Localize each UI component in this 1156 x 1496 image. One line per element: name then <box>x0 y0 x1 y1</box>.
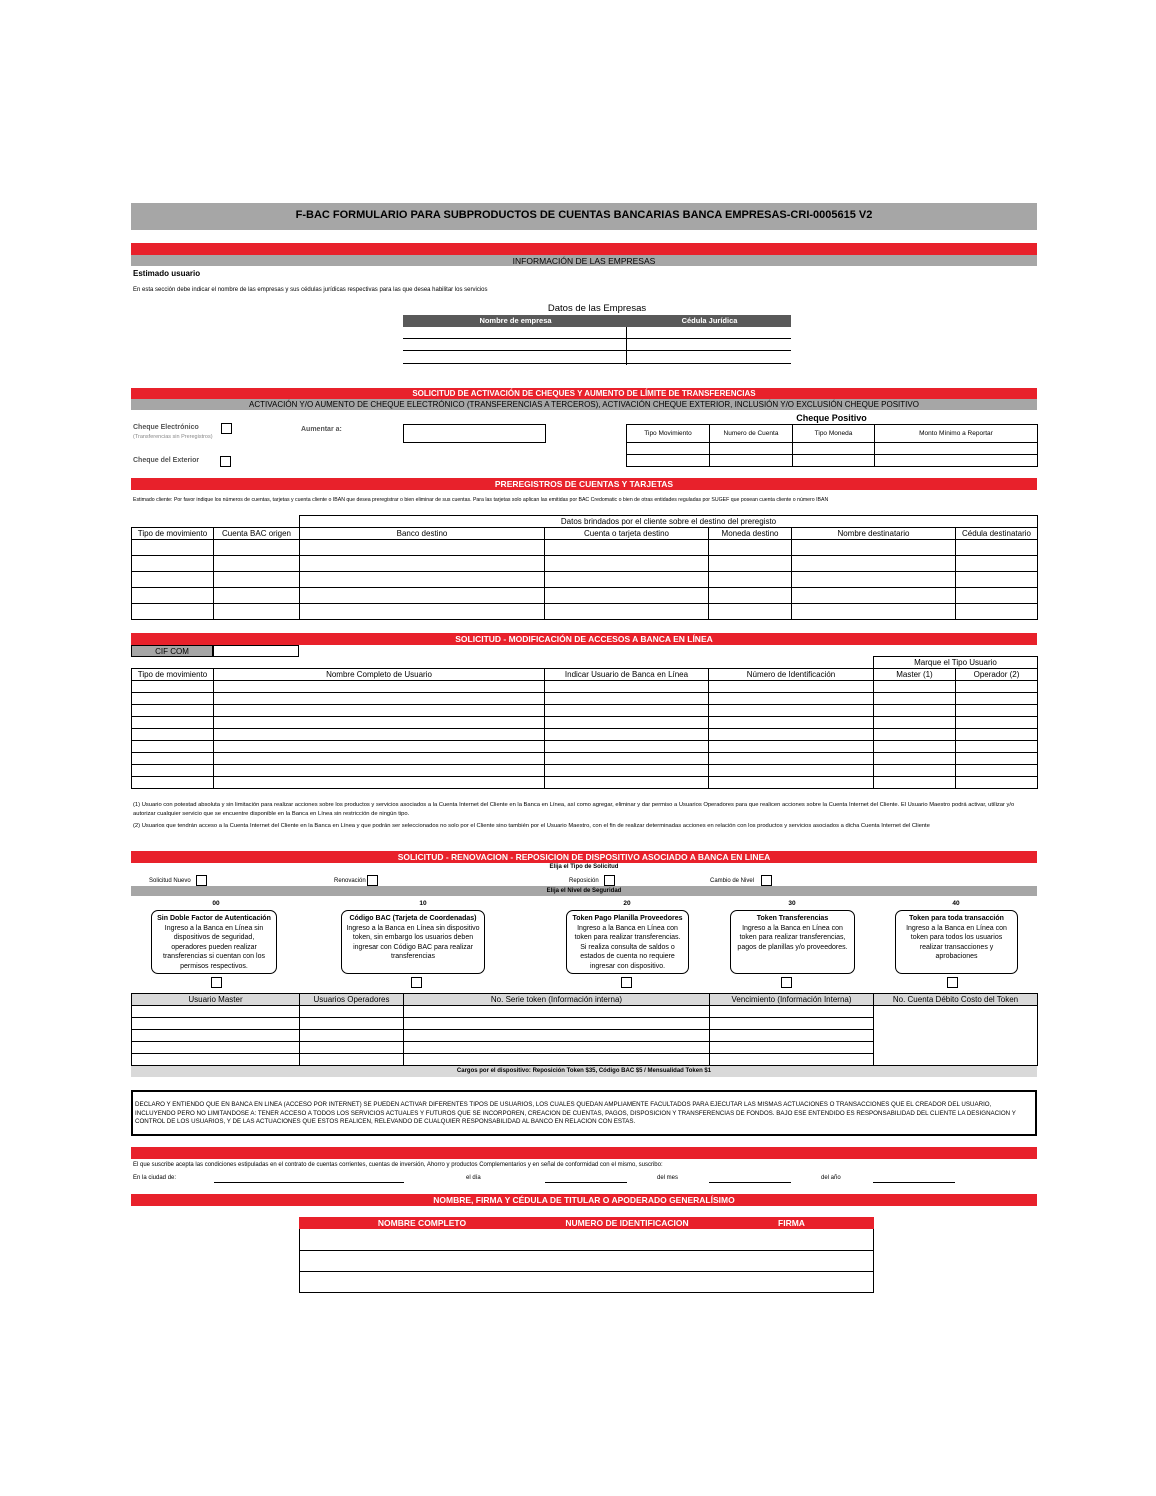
cargos-dispositivo: Cargos por el dispositivo: Reposición Token $35, Código BAC $5 / Mensualidad Token $1 <box>131 1066 1037 1077</box>
nivel-20-title: Token Pago Planilla Proveedores <box>572 915 683 922</box>
accesos-note-2: (2) Usuarios que tendrán acceso a la Cuenta Internet del Cliente en la Banca en Línea y que podrán ser seleccionados no solo por el Cliente sino también por el Usuario Maestro, con el fin de realizar determinadas acciones en relación con los productos y servicios asociados a dicha Cuenta Internet del Cliente <box>133 823 930 829</box>
tipo-nuevo-checkbox[interactable] <box>196 875 207 886</box>
accesos-col-usuario: Indicar Usuario de Banca en Línea <box>545 669 709 681</box>
cheques-subtitle: ACTIVACIÓN Y/O AUMENTO DE CHEQUE ELECTRÓNICO (TRANSFERENCIAS A TERCEROS), ACTIVACIÓN CHEQUE EXTERIOR, INCLUSIÓN Y/O EXCLUSIÓN CHEQUE POSITIVO <box>131 399 1037 410</box>
positivo-col-tipo: Tipo Movimiento <box>627 425 710 443</box>
nivel-30-text: Ingreso a la Banca en Línea con token para realizar transferencias, pagos de planillas y/o proveedores. <box>737 924 848 951</box>
ciudad-label: En la ciudad de: <box>133 1175 177 1181</box>
tipo-cambio-label: Cambio de Nivel <box>710 878 755 885</box>
tipo-renovacion-checkbox[interactable] <box>367 875 378 886</box>
tipo-solicitud-reposicion <box>569 875 615 886</box>
empresas-instruction: En esta sección debe indicar el nombre de las empresas y sus cédulas jurídicas respectivas para las que desea habilitar los servicios <box>133 287 488 293</box>
nivel-30-box <box>730 910 855 974</box>
accesos-col-tipo: Tipo de movimiento <box>132 669 214 681</box>
firma-row[interactable] <box>300 1250 874 1271</box>
token-row[interactable] <box>132 1006 1038 1018</box>
accesos-row[interactable] <box>132 693 1038 705</box>
mes-input[interactable] <box>709 1182 791 1183</box>
token-table <box>131 993 1038 1066</box>
nivel-40-text: Ingreso a la Banca en Línea con token para todos los usuarios realizar transacciones y aprobaciones <box>906 924 1007 960</box>
preregistros-section-header: PREREGISTROS DE CUENTAS Y TARJETAS <box>131 478 1037 490</box>
firma-col-nombre: NOMBRE COMPLETO <box>377 1218 467 1228</box>
accesos-col-master: Master (1) <box>874 669 956 681</box>
accesos-col-operador: Operador (2) <box>956 669 1038 681</box>
accesos-note-1: (1) Usuario con potestad absoluta y sin limitación para realizar acciones sobre los productos y servicios asociados a la Cuenta Internet del Cliente en la Banca en Línea, así como agregar, eliminar y dar permiso a Usuarios Operadores para que realicen acciones sobre la Cuenta Internet del Cliente. El Usuario Maestro podrá activar, utilizar y/o autorizar cualquier servicio que se encuentre disponible en la Banca en Línea sin restricción de ningún tipo. <box>133 802 1015 817</box>
tipo-renovacion-label: Renovación <box>334 878 366 885</box>
accesos-col-identificacion: Número de Identificación <box>709 669 874 681</box>
tipo-solicitud-title: Elija el Tipo de Solicitud <box>549 864 619 870</box>
empresas-row[interactable] <box>403 363 791 364</box>
positivo-col-moneda: Tipo Moneda <box>793 425 875 443</box>
prereg-col-moneda: Moneda destino <box>709 528 792 540</box>
nivel-40-box <box>895 910 1018 974</box>
positivo-col-monto: Monto Mínimo a Reportar <box>875 425 1038 443</box>
nivel-40-title: Token para toda transacción <box>909 915 1004 922</box>
firma-table-header <box>299 1217 874 1229</box>
token-col-vencimiento: Vencimiento (Información Interna) <box>710 994 874 1006</box>
prereg-col-tipo: Tipo de movimiento <box>132 528 214 540</box>
nivel-00-title: Sin Doble Factor de Autenticación <box>157 915 271 922</box>
accesos-row[interactable] <box>132 729 1038 741</box>
nivel-20-text: Ingreso a la Banca en Línea con token para realizar transferencias. Si realiza consulta de saldos o estados de cuenta no requiere ingresar con dispositivo. <box>574 924 681 970</box>
accesos-table <box>131 656 1038 789</box>
accesos-row[interactable] <box>132 753 1038 765</box>
prereg-col-cuenta: Cuenta o tarjeta destino <box>545 528 709 540</box>
firma-col-identificacion: NUMERO DE IDENTIFICACION <box>565 1218 689 1228</box>
accesos-row[interactable] <box>132 765 1038 777</box>
nivel-10-code: 10 <box>419 900 427 907</box>
ciudad-input[interactable] <box>214 1182 404 1183</box>
cheques-section-header: SOLICITUD DE ACTIVACIÓN DE CHEQUES Y AUMENTO DE LÍMITE DE TRANSFERENCIAS <box>131 388 1037 399</box>
firma-row[interactable] <box>300 1229 874 1250</box>
empresas-table-body <box>403 327 791 365</box>
empresas-greeting: Estimado usuario <box>133 269 201 278</box>
nivel-30-title: Token Transferencias <box>756 915 829 922</box>
tipo-solicitud-renovacion <box>334 875 378 886</box>
conformidad-text: El que suscribe acepta las condiciones estipuladas en el contrato de cuentas corrientes, cuentas de inversión, Ahorro y productos Complementarios y en señal de conformidad con el mismo, suscribo: <box>133 1162 663 1168</box>
declaracion-box <box>131 1090 1037 1136</box>
prereg-row[interactable] <box>132 604 1038 620</box>
dia-label: el día <box>466 1175 481 1181</box>
prereg-row[interactable] <box>132 588 1038 604</box>
prereg-row[interactable] <box>132 572 1038 588</box>
tipo-cambio-checkbox[interactable] <box>761 875 772 886</box>
nivel-10-text: Ingreso a la Banca en Línea sin dispositivo token, sin embargo los usuarios deben ingresar con Código BAC para realizar transferencias <box>346 924 480 960</box>
empresas-col-cedula: Cédula Jurídica <box>681 316 738 325</box>
nivel-10-checkbox[interactable] <box>411 977 422 988</box>
empresas-table-title: Datos de las Empresas <box>547 303 647 314</box>
empresas-section-header: INFORMACIÓN DE LAS EMPRESAS <box>131 255 1037 266</box>
dia-input[interactable] <box>545 1182 627 1183</box>
accesos-row[interactable] <box>132 681 1038 693</box>
nivel-20-box <box>566 910 689 974</box>
conformidad-red-bar <box>131 1147 1037 1159</box>
prereg-col-origen: Cuenta BAC origen <box>214 528 300 540</box>
empresas-table-header <box>403 315 791 327</box>
preregistros-group-header: Datos brindados por el cliente sobre el destino del preregisto <box>300 516 1038 528</box>
form-title: F-BAC FORMULARIO PARA SUBPRODUCTOS DE CUENTAS BANCARIAS BANCA EMPRESAS-CRI-0005615 V2 <box>295 209 873 221</box>
firma-row[interactable] <box>300 1271 874 1292</box>
nivel-10-title: Código BAC (Tarjeta de Coordenadas) <box>349 915 477 922</box>
accesos-section-header: SOLICITUD - MODIFICACIÓN DE ACCESOS A BANCA EN LÍNEA <box>131 633 1037 645</box>
empresas-red-bar <box>131 243 1037 255</box>
preregistros-table <box>131 515 1038 620</box>
anio-label: del año <box>821 1175 841 1181</box>
accesos-row[interactable] <box>132 717 1038 729</box>
prereg-row[interactable] <box>132 556 1038 572</box>
anio-input[interactable] <box>873 1182 955 1183</box>
accesos-row[interactable] <box>132 705 1038 717</box>
aumentar-label: Aumentar a: <box>301 426 342 433</box>
cheque-positivo-title: Cheque Positivo <box>796 413 867 423</box>
tipo-nuevo-label: Solicitud Nuevo <box>149 878 191 885</box>
dispositivo-section-header: SOLICITUD - RENOVACION - REPOSICION DE DISPOSITIVO ASOCIADO A BANCA EN LINEA <box>131 851 1037 863</box>
nivel-40-code: 40 <box>952 900 960 907</box>
nivel-00-checkbox[interactable] <box>211 977 222 988</box>
cheque-exterior-label: Cheque del Exterior <box>133 457 200 464</box>
positivo-row[interactable] <box>627 455 1038 467</box>
token-col-master: Usuario Master <box>132 994 300 1006</box>
nivel-20-code: 20 <box>623 900 631 907</box>
cheque-positivo-table <box>626 424 1038 467</box>
empresas-col-nombre: Nombre de empresa <box>479 316 552 325</box>
empresas-col-divider <box>626 327 627 365</box>
cheque-electronico-checkbox[interactable] <box>221 423 232 434</box>
token-col-cuenta: No. Cuenta Débito Costo del Token <box>874 994 1038 1006</box>
aumentar-input[interactable] <box>403 424 546 443</box>
empresas-row[interactable] <box>403 350 791 351</box>
nivel-20-checkbox[interactable] <box>621 977 632 988</box>
token-col-operadores: Usuarios Operadores <box>300 994 404 1006</box>
tipo-reposicion-checkbox[interactable] <box>604 875 615 886</box>
prereg-row[interactable] <box>132 540 1038 556</box>
declaracion-text: DECLARO Y ENTIENDO QUE EN BANCA EN LINEA (ACCESO POR INTERNET) SE PUEDEN ACTIVAR DIFERENTES TIPOS DE USUARIOS, LOS CUALES QUEDAN AMPLIAMENTE FACULTADOS PARA EJECUTAR LAS MISMAS ACTUACIONES O TRANSACCIONES QUE EL CREADOR DEL USUARIO, INCLUYENDO PERO NO LIMITANDOSE A: TENER ACCESO A TODOS LOS SERVICIOS ACTUALES Y FUTUROS QUE SE INCORPOREN, CREACION DE CUENTAS, PAGOS, DISPOSICION Y TRANSFERENCIAS DE FONDOS. BAJO ESE ENTENDIDO ES RESPONSABILIDAD DEL CLIENTE LA DESIGNACION Y CONTROL DE LOS USUARIOS, Y DE LAS ACTUACIONES QUE ESTOS REALICEN, RELEVANDO DE CUALQUIER RESPONSABILIDAD AL BANCO EN RELACION CON ESTAS. <box>135 1101 1016 1125</box>
cheque-exterior-checkbox[interactable] <box>220 456 231 467</box>
firma-section-header: NOMBRE, FIRMA Y CÉDULA DE TITULAR O APODERADO GENERALÍSIMO <box>131 1194 1037 1206</box>
token-col-serie: No. Serie token (Información interna) <box>404 994 710 1006</box>
accesos-row[interactable] <box>132 741 1038 753</box>
tipo-solicitud-nuevo <box>149 875 207 886</box>
cheque-electronico-label: Cheque Electrónico <box>133 424 199 431</box>
nivel-10-box <box>341 910 485 974</box>
nivel-30-checkbox[interactable] <box>781 977 792 988</box>
nivel-00-box <box>151 910 277 974</box>
firma-col-firma: FIRMA <box>778 1218 805 1228</box>
empresas-row[interactable] <box>403 338 791 339</box>
nivel-40-checkbox[interactable] <box>947 977 958 988</box>
nivel-00-code: 00 <box>212 900 220 907</box>
positivo-col-cuenta: Numero de Cuenta <box>710 425 793 443</box>
positivo-row[interactable] <box>627 443 1038 455</box>
tipo-reposicion-label: Reposición <box>569 878 599 885</box>
accesos-row[interactable] <box>132 777 1038 789</box>
cif-label: CIF COM <box>131 645 213 657</box>
prereg-col-nombre: Nombre destinatario <box>792 528 956 540</box>
firma-table <box>299 1229 874 1293</box>
nivel-00-text: Ingreso a la Banca en Línea sin dispositivos de seguridad, operadores pueden realizar transferencias si cuentan con los permisos respectivos. <box>163 924 265 970</box>
cheque-electronico-note: (Transferencias sin Preregistros) <box>133 434 213 440</box>
nivel-30-code: 30 <box>788 900 796 907</box>
nivel-seguridad-title: Elija el Nivel de Seguridad <box>131 886 1037 896</box>
mes-label: del mes <box>657 1175 679 1181</box>
tipo-solicitud-cambio <box>710 875 772 886</box>
prereg-col-banco: Banco destino <box>300 528 545 540</box>
accesos-col-nombre: Nombre Completo de Usuario <box>214 669 545 681</box>
preregistros-instruction: Estimado cliente: Por favor indique los números de cuentas, tarjetas y cuenta cliente o IBAN que desea preregistrar o bien eliminar de sus cuentas. Para las tarjetas solo aplican las emitidas por BAC Credomatic o bien de otras entidades reguladas por SUGEF que posean cuenta cliente o número IBAN <box>133 497 829 503</box>
prereg-col-cedula: Cédula destinatario <box>956 528 1038 540</box>
tipo-usuario-header: Marque el Tipo Usuario <box>874 657 1038 669</box>
